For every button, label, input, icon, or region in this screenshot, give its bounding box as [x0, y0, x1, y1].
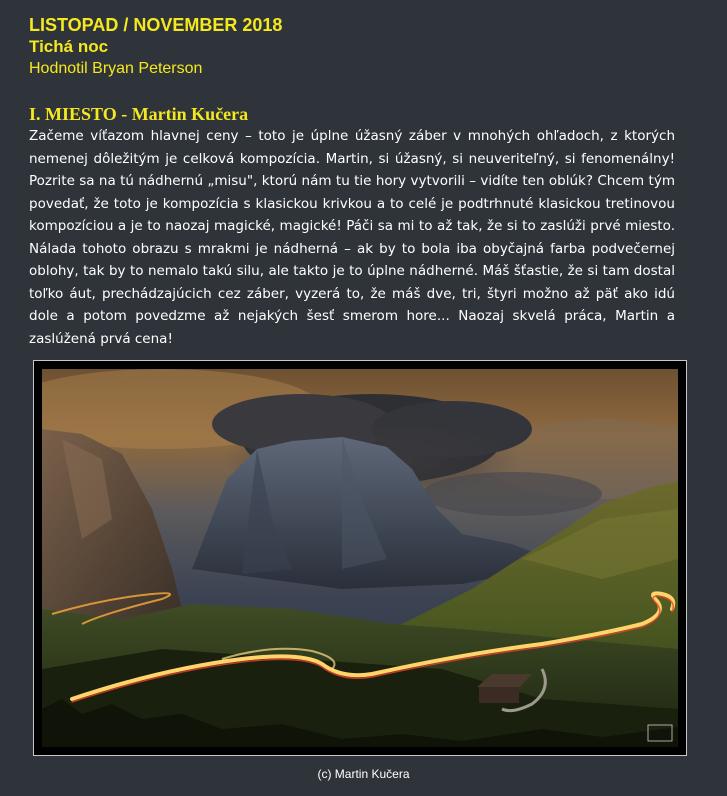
photo-caption: (c) Martin Kučera [317, 767, 410, 781]
month-title: LISTOPAD / NOVEMBER 2018 [29, 15, 283, 35]
judge-commentary: Začeme víťazom hlavnej ceny – toto je úplne úžasný záber v mnohých ohľadoch, z ktorých nemenej dôležitým je celková kompozícia. Martin, si úžasný, si neuveriteľný, si fenomenálny! Pozrite sa na tú nádhernú „misu", ktorú nám tu tie hory vytvorili – vidíte ten oblúk? Chcem tým povedať, že toto je kompozícia s klasickou krivkou a to celé je podtrhnuté klasickou tretinovou kompozíciou a je to naozaj magické, magické! Páči sa mi to až tak, že si to zaslúži prvé miesto. Nálada tohoto obrazu s mrakmi je nádherná – ak by to bola iba obyčajná farba podvečernej oblohy, tak by to nemalo takú silu, ale takto je to úplne nádherné. Máš šťastie, že si tam dostal toľko áut, prechádzajúcich cez záber, vyzerá to, že máš dve, tri, štyri možno až päť ako idú dole a potom povedzme až nejakých šesť smerom hore... Naozaj skvelá práca, Martin a zaslúžená prvá cena! [29, 128, 675, 347]
winning-photo [42, 369, 678, 747]
contest-header [29, 14, 282, 80]
winning-photo-frame [33, 360, 687, 756]
photo-title: Tichá noc [29, 37, 109, 56]
judge-line: Hodnotil Bryan Peterson [29, 60, 203, 77]
first-place-heading: I. MIESTO - Martin Kučera [29, 104, 249, 124]
